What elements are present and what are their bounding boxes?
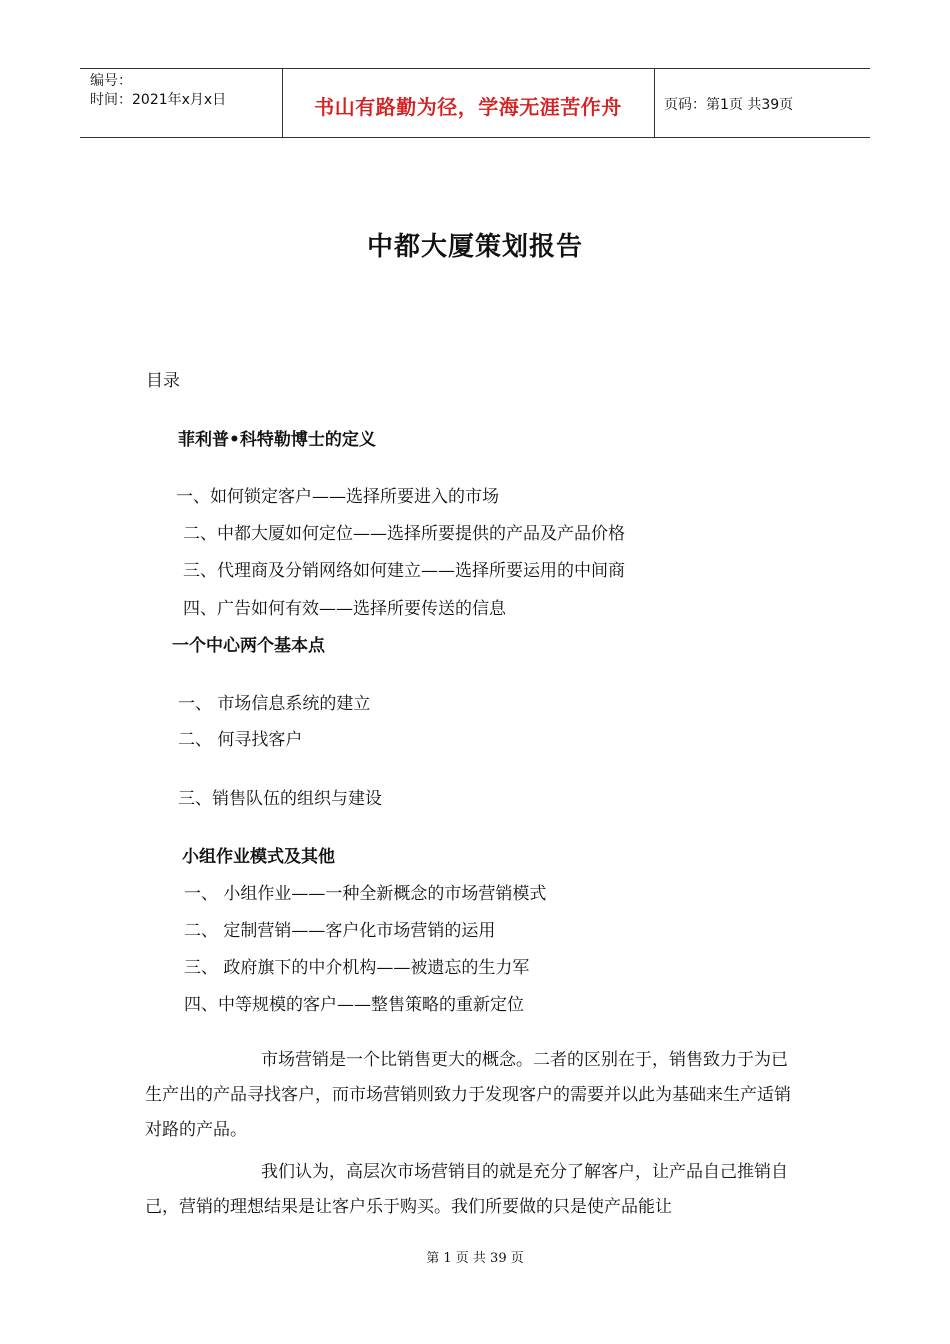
header-page-info: 页码：第1页 共39页	[664, 97, 794, 113]
toc-item: 四、广告如何有效——选择所要传送的信息	[183, 599, 506, 619]
toc-section-heading: 菲利普•科特勒博士的定义	[178, 430, 376, 450]
toc-item: 一、如何锁定客户——选择所要进入的市场	[176, 487, 499, 507]
toc-item: 一、 市场信息系统的建立	[178, 694, 371, 714]
toc-item: 二、 何寻找客户	[178, 730, 303, 750]
toc-item: 一、 小组作业——一种全新概念的市场营销模式	[184, 884, 547, 904]
toc-item: 三、代理商及分销网络如何建立——选择所要运用的中间商	[183, 561, 625, 581]
toc-item: 二、中都大厦如何定位——选择所要提供的产品及产品价格	[183, 524, 625, 544]
toc-label: 目录	[146, 371, 180, 391]
toc-item: 四、中等规模的客户——整售策略的重新定位	[184, 995, 524, 1015]
page-footer: 第 1 页 共 39 页	[426, 1251, 524, 1266]
toc-item: 三、 政府旗下的中介机构——被遗忘的生力军	[184, 958, 530, 978]
toc-item: 三、销售队伍的组织与建设	[178, 789, 382, 809]
document-title: 中都大厦策划报告	[366, 232, 583, 262]
toc-item: 二、 定制营销——客户化市场营销的运用	[184, 921, 496, 941]
toc-section-heading: 小组作业模式及其他	[182, 847, 335, 867]
body-text	[145, 1043, 797, 1148]
body-paragraph: 我们认为，高层次市场营销目的就是充分了解客户，让产品自己推销自己，营销的理想结果是让客户乐于购买。我们所要做的只是使产品能让	[145, 1162, 788, 1217]
header-motto: 书山有路勤为径，学海无涯苦作舟	[314, 95, 622, 119]
document-number-label: 编号：	[90, 73, 132, 89]
body-paragraph: 市场营销是一个比销售更大的概念。二者的区别在于，销售致力于为已生产出的产品寻找客户，而市场营销则致力于发现客户的需要并以此为基础来生产适销对路的产品。	[145, 1050, 791, 1140]
toc-section-heading: 一个中心两个基本点	[172, 636, 325, 656]
document-date: 时间：2021年x月x日	[90, 92, 227, 108]
header-meta	[90, 72, 226, 110]
header-divider	[654, 69, 655, 137]
body-text	[145, 1155, 797, 1225]
page-header	[80, 68, 870, 138]
